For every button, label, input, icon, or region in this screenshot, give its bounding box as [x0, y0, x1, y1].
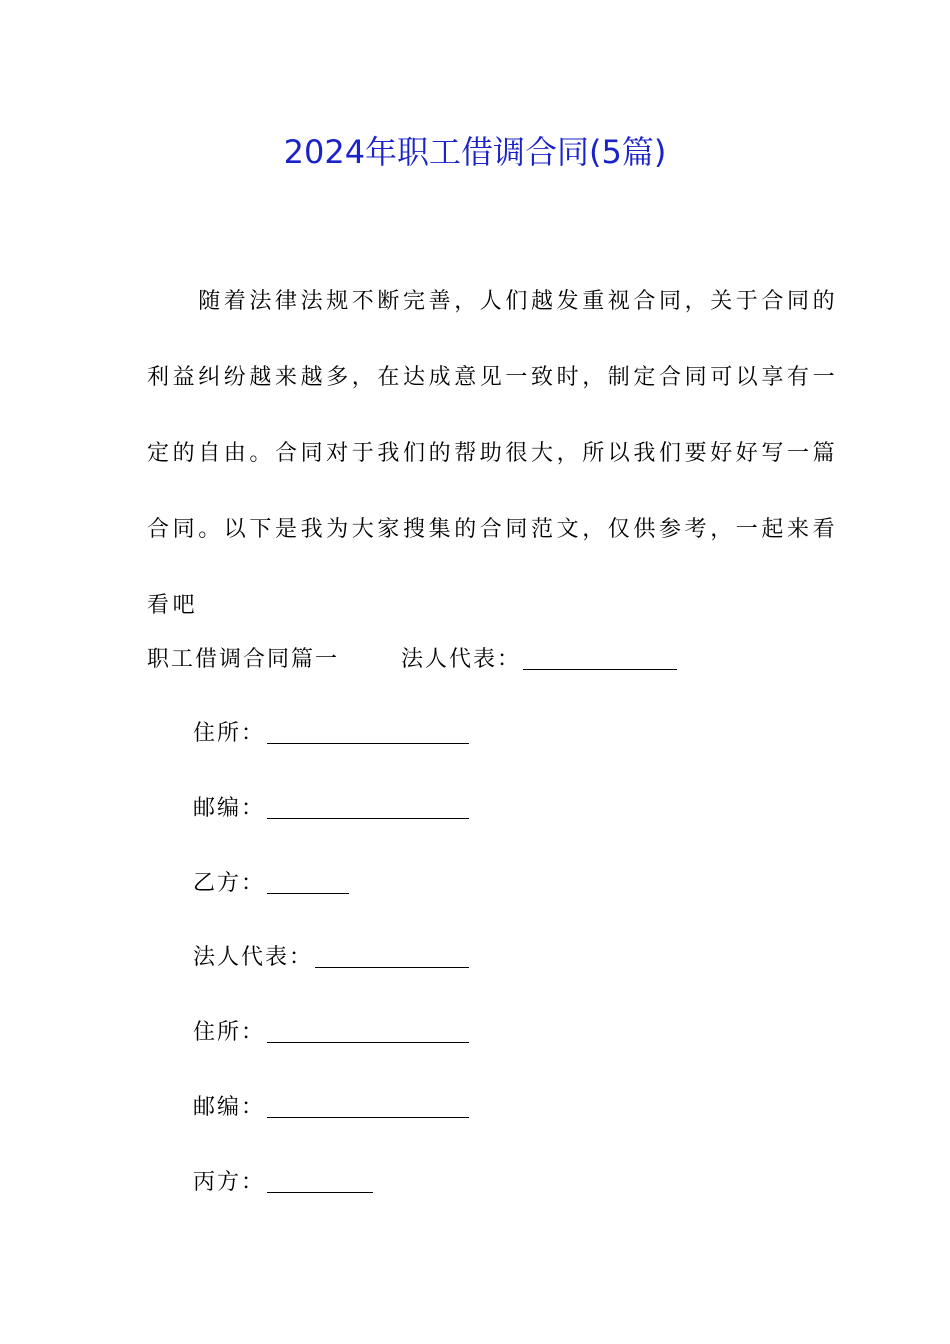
postcode-row [193, 1090, 469, 1126]
intro-line: 看吧 [147, 593, 199, 618]
legal-rep-label: 法人代表： [401, 647, 522, 672]
section-heading: 职工借调合同篇一 [147, 647, 340, 672]
document-title: 2024年职工借调合同(5篇) [283, 133, 667, 171]
party-b-row [193, 866, 349, 902]
intro-line: 随着法律法规不断完善，人们越发重视合同，关于合同的 [147, 289, 839, 314]
intro-paragraph [147, 264, 839, 644]
legal-rep-row [193, 940, 469, 976]
party-c-row [193, 1165, 373, 1201]
legal-rep-blank [315, 945, 469, 968]
postcode-blank [267, 1095, 469, 1118]
intro-line: 合同。以下是我为大家搜集的合同范文，仅供参考，一起来看 [147, 517, 839, 542]
address-label: 住所： [193, 721, 266, 746]
address-blank [267, 1020, 469, 1043]
address-row [193, 716, 469, 752]
party-c-blank [267, 1170, 373, 1193]
section-heading-row [147, 642, 677, 678]
address-row [193, 1015, 469, 1051]
party-b-label: 乙方： [193, 871, 266, 896]
postcode-blank [267, 796, 469, 819]
legal-rep-label: 法人代表： [193, 945, 314, 970]
address-blank [267, 721, 469, 744]
intro-line: 定的自由。合同对于我们的帮助很大，所以我们要好好写一篇 [147, 441, 839, 466]
legal-rep-blank [523, 647, 677, 670]
postcode-label: 邮编： [193, 1095, 266, 1120]
intro-line: 利益纠纷越来越多，在达成意见一致时，制定合同可以享有一 [147, 365, 839, 390]
party-c-label: 丙方： [193, 1170, 266, 1195]
postcode-label: 邮编： [193, 796, 266, 821]
party-b-blank [267, 871, 349, 894]
postcode-row [193, 791, 469, 827]
address-label: 住所： [193, 1020, 266, 1045]
